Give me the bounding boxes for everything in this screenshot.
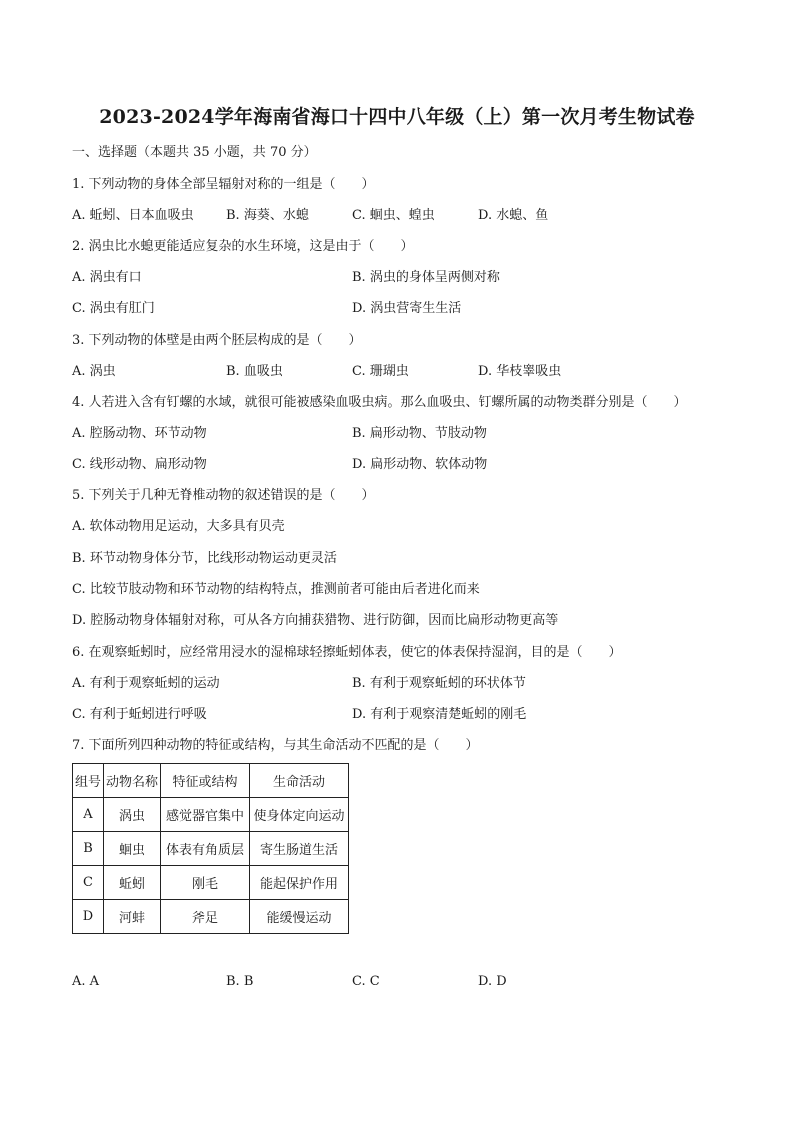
q3-option-a: A. 涡虫 (72, 364, 116, 379)
table-row (73, 866, 349, 900)
q2-option-c: C. 涡虫有肛门 (72, 301, 155, 316)
table-cell: 使身体定向运动 (250, 798, 349, 832)
table-header-row (73, 764, 349, 798)
table-cell: D (73, 900, 104, 934)
q7-option-d: D. D (478, 974, 507, 989)
q7-option-a: A. A (72, 974, 100, 989)
table-cell: 蛔虫 (104, 832, 161, 866)
table-row (73, 832, 349, 866)
q4-option-a: A. 腔肠动物、环节动物 (72, 426, 207, 441)
q5-stem: 5. 下列关于几种无脊椎动物的叙述错误的是（ ） (72, 488, 375, 503)
q1-option-d: D. 水螅、鱼 (478, 208, 549, 223)
q2-option-d: D. 涡虫营寄生生活 (352, 301, 462, 316)
q6-option-c: C. 有利于蚯蚓进行呼吸 (72, 707, 207, 722)
table-cell: 河蚌 (104, 900, 161, 934)
q3-stem: 3. 下列动物的体壁是由两个胚层构成的是（ ） (72, 333, 362, 348)
table-cell: 寄生肠道生活 (250, 832, 349, 866)
q4-option-d: D. 扁形动物、软体动物 (352, 457, 488, 472)
table-cell: C (73, 866, 104, 900)
table-cell: 刚毛 (161, 866, 250, 900)
q2-stem: 2. 涡虫比水螅更能适应复杂的水生环境，这是由于（ ） (72, 239, 414, 254)
table-header-cell: 组号 (73, 764, 104, 798)
q5-option-d: D. 腔肠动物身体辐射对称，可从各方向捕获猎物、进行防御，因而比扁形动物更高等 (72, 613, 559, 628)
q3-option-c: C. 珊瑚虫 (352, 364, 409, 379)
q4-stem: 4. 人若进入含有钉螺的水域，就很可能被感染血吸虫病。那么血吸虫、钉螺所属的动物类群分别是（ ） (72, 395, 687, 410)
q5-option-a: A. 软体动物用足运动，大多具有贝壳 (72, 519, 285, 534)
table-row (73, 900, 349, 934)
q3-option-d: D. 华枝睾吸虫 (478, 364, 562, 379)
q1-option-b: B. 海葵、水螅 (226, 208, 309, 223)
q3-option-b: B. 血吸虫 (226, 364, 283, 379)
q7-option-b: B. B (226, 974, 254, 989)
q7-table (72, 763, 349, 934)
table-cell: 能缓慢运动 (250, 900, 349, 934)
table-cell: 涡虫 (104, 798, 161, 832)
table-cell: 感觉器官集中 (161, 798, 250, 832)
q6-option-d: D. 有利于观察清楚蚯蚓的刚毛 (352, 707, 527, 722)
table-header-cell: 动物名称 (104, 764, 161, 798)
q1-option-a: A. 蚯蚓、日本血吸虫 (72, 208, 194, 223)
q7-stem: 7. 下面所列四种动物的特征或结构，与其生命活动不匹配的是（ ） (72, 738, 479, 753)
q7-option-c: C. C (352, 974, 380, 989)
table-header-cell: 生命活动 (250, 764, 349, 798)
exam-title: 2023-2024学年海南省海口十四中八年级（上）第一次月考生物试卷 (99, 106, 695, 128)
table-row (73, 798, 349, 832)
table-cell: A (73, 798, 104, 832)
q1-option-c: C. 蛔虫、蝗虫 (352, 208, 435, 223)
q5-option-c: C. 比较节肢动物和环节动物的结构特点，推测前者可能由后者进化而来 (72, 582, 480, 597)
section-heading: 一、选择题（本题共 35 小题，共 70 分） (72, 145, 317, 160)
table-cell: 蚯蚓 (104, 866, 161, 900)
table-cell: 能起保护作用 (250, 866, 349, 900)
table-cell: B (73, 832, 104, 866)
table-cell: 体表有角质层 (161, 832, 250, 866)
q4-option-b: B. 扁形动物、节肢动物 (352, 426, 487, 441)
q2-option-a: A. 涡虫有口 (72, 270, 142, 285)
q6-option-a: A. 有利于观察蚯蚓的运动 (72, 676, 220, 691)
q5-option-b: B. 环节动物身体分节，比线形动物运动更灵活 (72, 551, 337, 566)
table-header-cell: 特征或结构 (161, 764, 250, 798)
table-cell: 斧足 (161, 900, 250, 934)
q6-option-b: B. 有利于观察蚯蚓的环状体节 (352, 676, 526, 691)
q2-option-b: B. 涡虫的身体呈两侧对称 (352, 270, 500, 285)
q6-stem: 6. 在观察蚯蚓时，应经常用浸水的湿棉球轻擦蚯蚓体表，使它的体表保持湿润，目的是（ ） (72, 645, 622, 660)
q1-stem: 1. 下列动物的身体全部呈辐射对称的一组是（ ） (72, 177, 375, 192)
q4-option-c: C. 线形动物、扁形动物 (72, 457, 207, 472)
